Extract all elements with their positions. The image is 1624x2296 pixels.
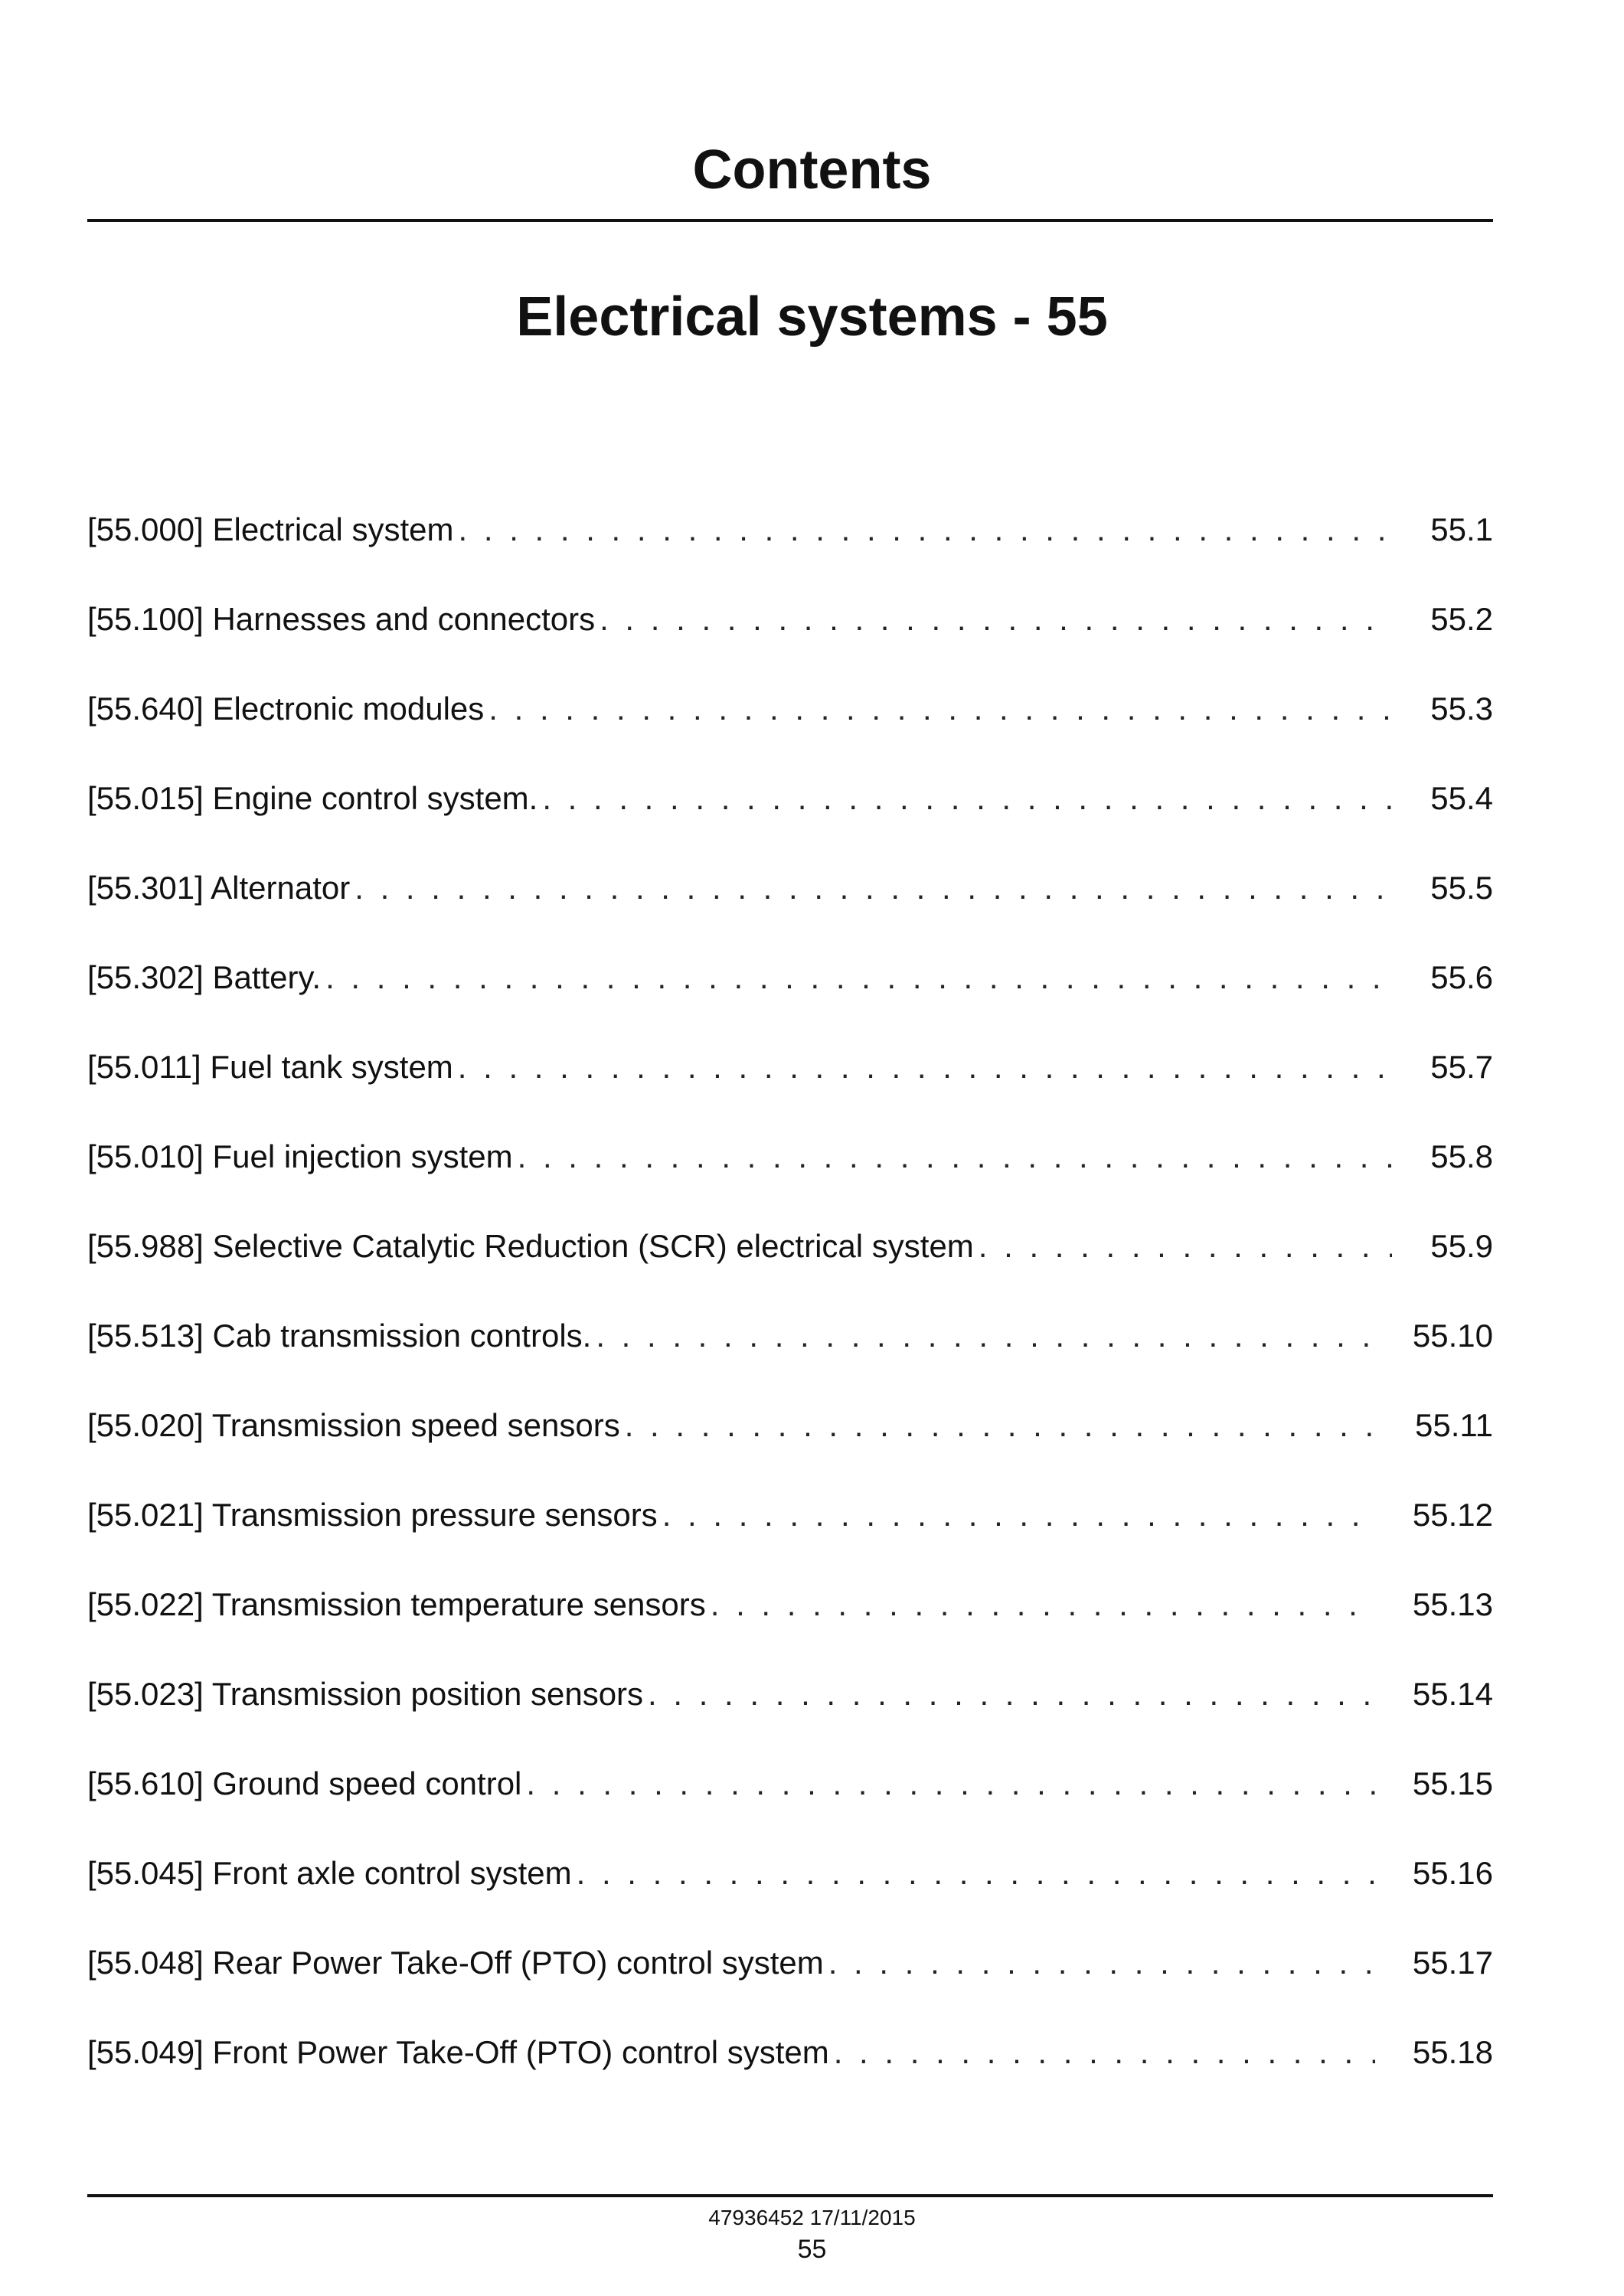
toc-entry-page[interactable]: 55.6 (1430, 959, 1493, 995)
toc-entry-label[interactable]: [55.020] Transmission speed sensors (87, 1407, 620, 1443)
dot-leader (662, 1484, 1375, 1546)
toc-entry-page[interactable]: 55.18 (1412, 2034, 1493, 2070)
toc-entry-page[interactable]: 55.3 (1430, 691, 1493, 727)
toc-entry-55-100[interactable] (87, 589, 1493, 678)
toc-entry-page[interactable]: 55.2 (1430, 601, 1493, 637)
toc-entry-label[interactable]: [55.023] Transmission position sensors (87, 1676, 644, 1712)
toc-entry-page[interactable]: 55.14 (1412, 1676, 1493, 1712)
toc-entry-55-302[interactable] (87, 947, 1493, 1037)
toc-entry-label[interactable]: [55.045] Front axle control system (87, 1855, 572, 1891)
toc-entry-55-020[interactable] (87, 1395, 1493, 1484)
toc-entry-page[interactable]: 55.7 (1430, 1049, 1493, 1085)
toc-entry-label[interactable]: [55.302] Battery. (87, 959, 322, 995)
footer-divider (87, 2194, 1493, 2197)
toc-entry-label[interactable]: [55.015] Engine control system. (87, 780, 538, 816)
dot-leader (526, 1753, 1375, 1814)
dot-leader (577, 1843, 1375, 1904)
page-number: 55 (797, 2235, 827, 2264)
toc-entry-label[interactable]: [55.988] Selective Catalytic Reduction (SCR) electrical system (87, 1228, 974, 1264)
dot-leader (355, 857, 1392, 919)
title-divider (87, 219, 1493, 222)
toc-entry-55-045[interactable] (87, 1843, 1493, 1932)
toc-entry-label[interactable]: [55.513] Cab transmission controls. (87, 1318, 592, 1354)
toc-entry-label[interactable]: [55.640] Electronic modules (87, 691, 485, 727)
toc-entry-55-000[interactable] (87, 499, 1493, 589)
toc-entry-label[interactable]: [55.100] Harnesses and connectors (87, 601, 596, 637)
toc-entry-55-015[interactable] (87, 768, 1493, 857)
toc-entry-page[interactable]: 55.13 (1412, 1586, 1493, 1622)
toc-entry-55-049[interactable] (87, 2022, 1493, 2111)
toc-entry-page[interactable]: 55.9 (1430, 1228, 1493, 1264)
toc-entry-page[interactable]: 55.10 (1412, 1318, 1493, 1354)
toc-entry-55-023[interactable] (87, 1664, 1493, 1753)
toc-entry-page[interactable]: 55.12 (1412, 1497, 1493, 1533)
toc-entry-label[interactable]: [55.048] Rear Power Take-Off (PTO) control system (87, 1945, 824, 1981)
toc-entry-55-513[interactable] (87, 1305, 1493, 1395)
dot-leader (489, 678, 1392, 740)
toc-entry-55-011[interactable] (87, 1037, 1493, 1126)
dot-leader (325, 947, 1392, 1008)
toc-entry-page[interactable]: 55.15 (1412, 1765, 1493, 1801)
toc-entry-55-640[interactable] (87, 678, 1493, 768)
toc-entry-label[interactable]: [55.021] Transmission pressure sensors (87, 1497, 658, 1533)
dot-leader (979, 1216, 1392, 1277)
toc-entry-55-301[interactable] (87, 857, 1493, 947)
toc-entry-label[interactable]: [55.000] Electrical system (87, 511, 454, 547)
toc-entry-page[interactable]: 55.16 (1412, 1855, 1493, 1891)
toc-entry-page[interactable]: 55.11 (1415, 1407, 1493, 1443)
dot-leader (458, 1037, 1392, 1098)
toc-entry-page[interactable]: 55.17 (1412, 1945, 1493, 1981)
dot-leader (600, 589, 1392, 650)
toc-entry-55-022[interactable] (87, 1574, 1493, 1664)
toc-entry-page[interactable]: 55.5 (1430, 870, 1493, 906)
toc-entry-page[interactable]: 55.8 (1430, 1138, 1493, 1174)
toc-entry-55-010[interactable] (87, 1126, 1493, 1216)
table-of-contents (87, 499, 1493, 2111)
dot-leader (834, 2022, 1375, 2083)
dot-leader (648, 1664, 1375, 1725)
dot-leader (828, 1932, 1375, 1994)
toc-entry-label[interactable]: [55.049] Front Power Take-Off (PTO) control system (87, 2034, 829, 2070)
toc-entry-55-021[interactable] (87, 1484, 1493, 1574)
toc-entry-55-988[interactable] (87, 1216, 1493, 1305)
toc-entry-label[interactable]: [55.011] Fuel tank system (87, 1049, 453, 1085)
dot-leader (625, 1395, 1375, 1456)
dot-leader (542, 768, 1392, 829)
toc-entry-label[interactable]: [55.010] Fuel injection system (87, 1138, 513, 1174)
dot-leader (518, 1126, 1392, 1187)
toc-entry-label[interactable]: [55.301] Alternator (87, 870, 351, 906)
toc-entry-page[interactable]: 55.4 (1430, 780, 1493, 816)
page-title: Contents (692, 139, 932, 201)
document-reference: 47936452 17/11/2015 (708, 2206, 916, 2229)
dot-leader (459, 499, 1392, 560)
toc-entry-55-048[interactable] (87, 1932, 1493, 2022)
dot-leader (596, 1305, 1375, 1367)
toc-entry-page[interactable]: 55.1 (1430, 511, 1493, 547)
section-title: Electrical systems - 55 (516, 286, 1108, 348)
toc-entry-label[interactable]: [55.610] Ground speed control (87, 1765, 522, 1801)
toc-entry-label[interactable]: [55.022] Transmission temperature sensors (87, 1586, 706, 1622)
toc-entry-55-610[interactable] (87, 1753, 1493, 1843)
dot-leader (711, 1574, 1375, 1635)
